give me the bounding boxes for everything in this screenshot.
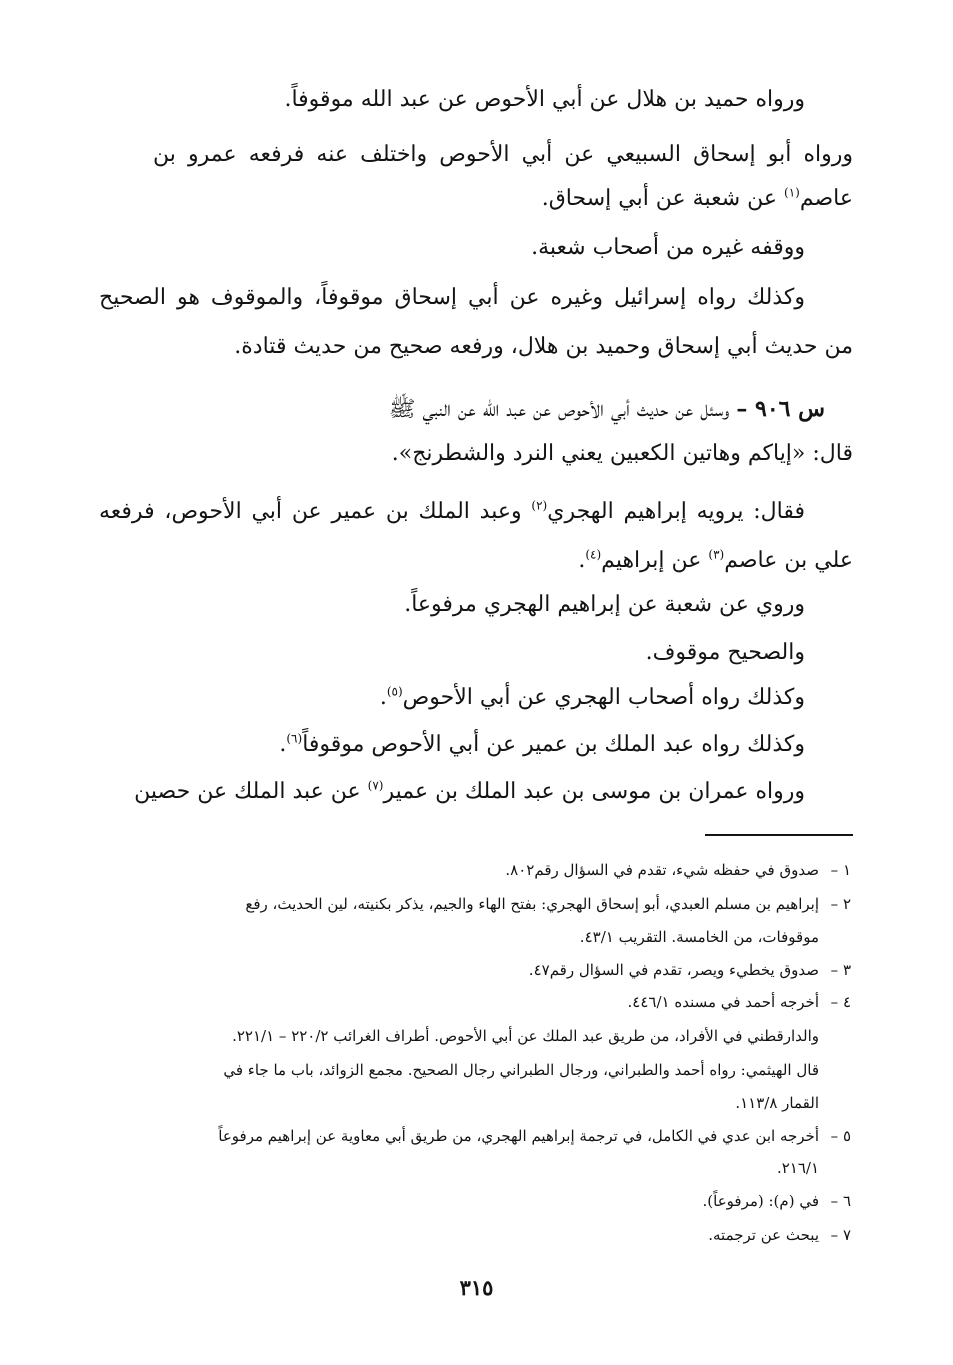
text-line-10: علي بن عاصم$^{(٣)}$ عن إبراهيم$^{(٤)}$.: [578, 547, 853, 573]
footnote-separator: [705, 834, 853, 836]
footnote-number: ٣ –: [830, 961, 851, 979]
footnote-4-cont-3: القمار ١١٣/٨.: [735, 1094, 819, 1112]
footnote-ref-5[interactable]: (٥): [386, 684, 403, 699]
footnote-4-cont-2: قال الهيثمي: رواه أحمد والطبراني، ورجال الطبراني رجال الصحيح. مجمع الزوائد، باب ما جاء في: [223, 1061, 819, 1079]
question-heading: س ٩٠٦ – وسئل عن حديث أبي الأحوص عن عبد الله عن النبي ﷺ: [388, 396, 825, 422]
footnote-number: ٥ –: [830, 1127, 851, 1145]
footnote-number: ٢ –: [830, 895, 851, 913]
text-line-4: ووقفه غيره من أصحاب شعبة.: [531, 235, 805, 260]
text-line-2: ورواه أبو إسحاق السبيعي عن أبي الأحوص واختلف عنه فرفعه عمرو بن: [153, 142, 853, 167]
footnote-ref-6[interactable]: (٦): [286, 731, 303, 746]
text-line-5: وكذلك رواه إسرائيل وغيره عن أبي إسحاق موقوفاً، والموقوف هو الصحيح: [99, 285, 805, 310]
footnote-ref-1[interactable]: (١): [784, 185, 800, 200]
question-number: س ٩٠٦ –: [736, 396, 825, 422]
footnote-2-cont: موقوفات، من الخامسة. التقريب ٤٣/١.: [579, 928, 819, 946]
footnote-number: ٤ –: [830, 993, 851, 1011]
page-number: ٣١٥: [459, 1275, 494, 1300]
footnote-4: ٤ –أخرجه أحمد في مسنده ٤٤٦/١.: [628, 990, 852, 1014]
text-line-14: وكذلك رواه عبد الملك بن عمير عن أبي الأحوص موقوفاً$^{(٦)}$.: [279, 731, 805, 757]
footnote-ref-3[interactable]: (٣): [708, 547, 725, 562]
text-line-11: وروي عن شعبة عن إبراهيم الهجري مرفوعاً.: [404, 592, 805, 617]
text-line-9: فقال: يرويه إبراهيم الهجري$^{(٢)}$ وعبد الملك بن عمير عن أبي الأحوص، فرفعه: [99, 498, 805, 524]
footnote-number: ٦ –: [830, 1192, 851, 1210]
text-line-1: ورواه حميد بن هلال عن أبي الأحوص عن عبد الله موقوفاً.: [284, 87, 805, 112]
footnote-ref-7[interactable]: (٧): [367, 778, 384, 793]
footnote-ref-2[interactable]: (٢): [531, 498, 548, 513]
text-line-6: من حديث أبي إسحاق وحميد بن هلال، ورفعه صحيح من حديث قتادة.: [234, 334, 853, 359]
footnote-number: ٧ –: [830, 1226, 851, 1244]
text-line-12: والصحيح موقوف.: [645, 640, 805, 665]
text-line-15: ورواه عمران بن موسى بن عبد الملك بن عمير$^{(٧)}$ عن عبد الملك عن حصين: [134, 778, 805, 804]
footnote-5: ٥ –أخرجه ابن عدي في الكامل، في ترجمة إبراهيم الهجري، من طريق أبي معاوية عن إبراهيم مرفوعاً: [218, 1124, 851, 1148]
footnote-number: ١ –: [830, 861, 851, 879]
footnote-6: ٦ –في (م): (مرفوعاً).: [703, 1189, 851, 1213]
text-line-13: وكذلك رواه أصحاب الهجري عن أبي الأحوص$^{(٥)}$.: [379, 684, 805, 710]
footnote-2: ٢ –إبراهيم بن مسلم العبدي، أبو إسحاق الهجري: بفتح الهاء والجيم، يذكر بكنيته، لين الحديث، رفع: [245, 892, 851, 916]
text-line-8: قال: «إياكم وهاتين الكعبين يعني النرد والشطرنج».: [391, 441, 853, 466]
footnote-4-cont-1: والدارقطني في الأفراد، من طريق عبد الملك عن أبي الأحوص. أطراف الغرائب ٢٢٠/٢ – ٢٢١/١.: [232, 1027, 819, 1045]
footnote-1: ١ –صدوق في حفظه شيء، تقدم في السؤال رقم٨٠٢.: [505, 858, 851, 882]
footnote-ref-4[interactable]: (٤): [585, 547, 602, 562]
text-line-3: عاصم$^{(١)}$ عن شعبة عن أبي إسحاق.: [541, 185, 853, 211]
footnote-5-cont: ٢١٦/١.: [776, 1159, 819, 1177]
footnote-7: ٧ –يبحث عن ترجمته.: [708, 1223, 851, 1247]
footnote-3: ٣ –صدوق يخطيء ويصر، تقدم في السؤال رقم٤٧.: [529, 958, 851, 982]
